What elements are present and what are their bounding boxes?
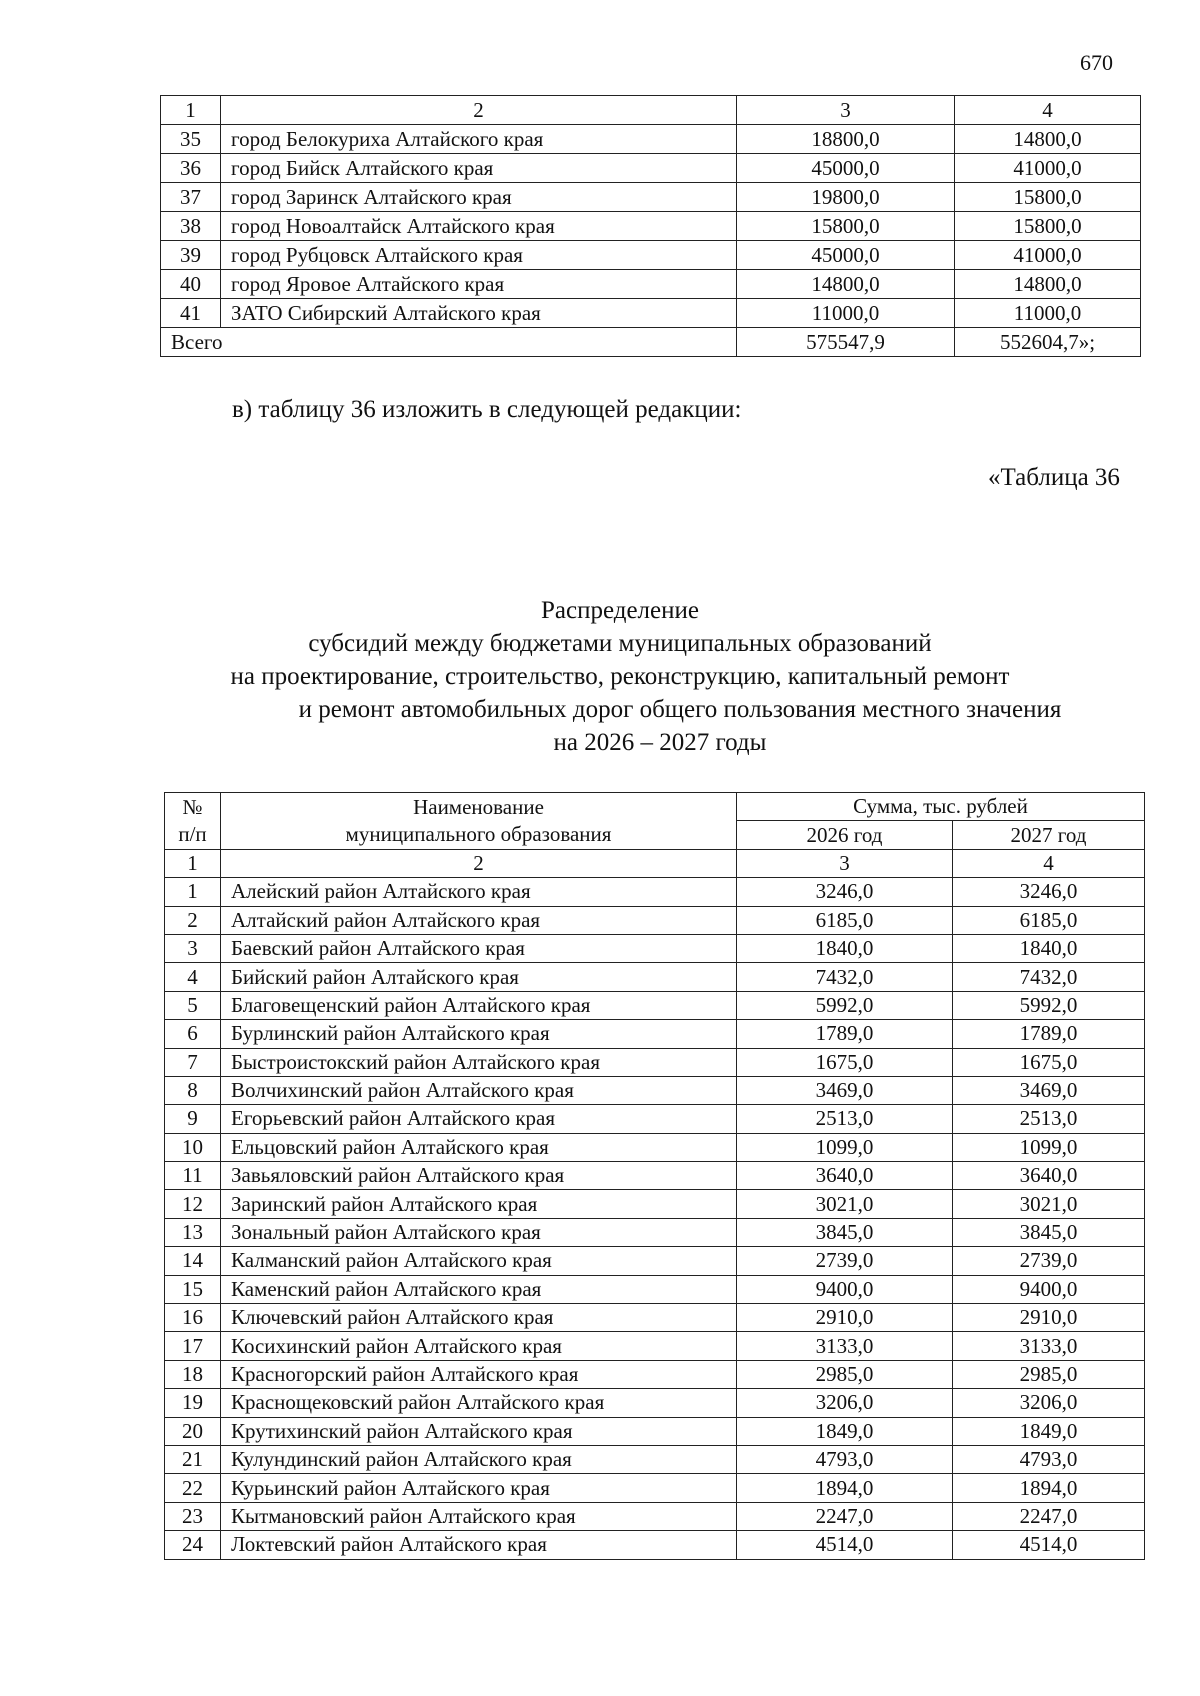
row-name: Волчихинский район Алтайского края — [221, 1076, 737, 1104]
header-name-line2: муниципального образования — [345, 821, 612, 846]
table-row — [165, 1531, 1145, 1559]
row-value-2026: 9400,0 — [737, 1275, 953, 1303]
row-value-2026: 2910,0 — [737, 1304, 953, 1332]
table-row — [165, 1389, 1145, 1417]
row-number: 13 — [165, 1218, 221, 1246]
row-number: 16 — [165, 1304, 221, 1332]
row-value-2027: 1894,0 — [953, 1474, 1145, 1502]
row-number: 11 — [165, 1162, 221, 1190]
row-number: 19 — [165, 1389, 221, 1417]
index-col4: 4 — [953, 849, 1145, 877]
row-name: Зональный район Алтайского края — [221, 1218, 737, 1246]
table-row — [165, 1304, 1145, 1332]
heading-line-2: субсидий между бюджетами муниципальных образований — [308, 630, 932, 657]
table-row — [165, 1417, 1145, 1445]
row-number: 39 — [161, 241, 221, 270]
row-number: 10 — [165, 1133, 221, 1161]
row-value-2026: 6185,0 — [737, 906, 953, 934]
prev-header-col2: 2 — [221, 96, 737, 125]
row-name: город Рубцовск Алтайского края — [221, 241, 737, 270]
table-row — [165, 1502, 1145, 1530]
header-num — [165, 793, 221, 850]
instruction-text: в) таблицу 36 изложить в следующей редакции: — [232, 396, 742, 423]
row-number: 24 — [165, 1531, 221, 1559]
row-value-2026: 1789,0 — [737, 1020, 953, 1048]
row-value-2027: 3640,0 — [953, 1162, 1145, 1190]
row-value-2027: 1099,0 — [953, 1133, 1145, 1161]
table-row — [165, 1048, 1145, 1076]
row-value-2026: 14800,0 — [737, 270, 955, 299]
row-value-2027: 4514,0 — [953, 1531, 1145, 1559]
row-number: 6 — [165, 1020, 221, 1048]
row-name: Завьяловский район Алтайского края — [221, 1162, 737, 1190]
row-value-2027: 11000,0 — [955, 299, 1141, 328]
row-value-2026: 1840,0 — [737, 934, 953, 962]
row-value-2027: 15800,0 — [955, 183, 1141, 212]
row-name: город Яровое Алтайского края — [221, 270, 737, 299]
main-index-row — [165, 849, 1145, 877]
row-value-2027: 4793,0 — [953, 1445, 1145, 1473]
row-name: город Новоалтайск Алтайского края — [221, 212, 737, 241]
row-number: 3 — [165, 934, 221, 962]
prev-table — [160, 95, 1141, 357]
row-value-2026: 45000,0 — [737, 154, 955, 183]
row-number: 35 — [161, 125, 221, 154]
row-number: 8 — [165, 1076, 221, 1104]
row-number: 20 — [165, 1417, 221, 1445]
table-row — [165, 1020, 1145, 1048]
table-row — [165, 1445, 1145, 1473]
row-value-2027: 15800,0 — [955, 212, 1141, 241]
index-col2: 2 — [221, 849, 737, 877]
row-value-2027: 41000,0 — [955, 154, 1141, 183]
prev-table-row — [161, 241, 1141, 270]
table-row — [165, 1133, 1145, 1161]
row-name: Красногорский район Алтайского края — [221, 1360, 737, 1388]
row-value-2027: 3021,0 — [953, 1190, 1145, 1218]
row-value-2026: 7432,0 — [737, 963, 953, 991]
row-value-2027: 5992,0 — [953, 991, 1145, 1019]
row-value-2026: 18800,0 — [737, 125, 955, 154]
row-name: город Бийск Алтайского края — [221, 154, 737, 183]
heading-line-3: на проектирование, строительство, реконструкцию, капитальный ремонт — [230, 663, 1010, 690]
row-name: Ключевский район Алтайского края — [221, 1304, 737, 1332]
table-row — [165, 991, 1145, 1019]
prev-header-col4: 4 — [955, 96, 1141, 125]
table-row — [165, 1105, 1145, 1133]
row-value-2027: 9400,0 — [953, 1275, 1145, 1303]
index-col1: 1 — [165, 849, 221, 877]
row-name: Алтайский район Алтайского края — [221, 906, 737, 934]
row-value-2026: 1894,0 — [737, 1474, 953, 1502]
header-name-line1: Наименование — [413, 794, 544, 819]
row-number: 9 — [165, 1105, 221, 1133]
row-value-2026: 3640,0 — [737, 1162, 953, 1190]
row-value-2027: 3206,0 — [953, 1389, 1145, 1417]
row-name: Краснощековский район Алтайского края — [221, 1389, 737, 1417]
row-name: Кулундинский район Алтайского края — [221, 1445, 737, 1473]
row-number: 1 — [165, 878, 221, 906]
row-value-2027: 1849,0 — [953, 1417, 1145, 1445]
row-value-2027: 1840,0 — [953, 934, 1145, 962]
row-name: Ельцовский район Алтайского края — [221, 1133, 737, 1161]
row-value-2026: 1849,0 — [737, 1417, 953, 1445]
prev-table-row — [161, 212, 1141, 241]
row-value-2027: 7432,0 — [953, 963, 1145, 991]
header-num-line1: № — [182, 794, 203, 819]
row-value-2027: 6185,0 — [953, 906, 1145, 934]
row-name: Заринский район Алтайского края — [221, 1190, 737, 1218]
heading-line-1: Распределение — [541, 597, 699, 624]
header-num-line2: п/п — [178, 821, 207, 846]
total-label: Всего — [161, 328, 737, 357]
row-number: 14 — [165, 1247, 221, 1275]
table-row — [165, 1474, 1145, 1502]
index-col3: 3 — [737, 849, 953, 877]
row-name: Благовещенский район Алтайского края — [221, 991, 737, 1019]
table-row — [165, 963, 1145, 991]
heading-line-5: на 2026 – 2027 годы — [553, 729, 767, 756]
table-row — [165, 1360, 1145, 1388]
row-value-2026: 15800,0 — [737, 212, 955, 241]
row-value-2026: 3246,0 — [737, 878, 953, 906]
row-name: город Заринск Алтайского края — [221, 183, 737, 212]
row-name: ЗАТО Сибирский Алтайского края — [221, 299, 737, 328]
row-name: Каменский район Алтайского края — [221, 1275, 737, 1303]
total-2026: 575547,9 — [737, 328, 955, 357]
table-row — [165, 878, 1145, 906]
row-value-2026: 4793,0 — [737, 1445, 953, 1473]
row-number: 15 — [165, 1275, 221, 1303]
row-number: 2 — [165, 906, 221, 934]
row-value-2026: 3021,0 — [737, 1190, 953, 1218]
row-value-2026: 2985,0 — [737, 1360, 953, 1388]
row-number: 40 — [161, 270, 221, 299]
prev-table-header-row — [161, 96, 1141, 125]
row-value-2027: 1675,0 — [953, 1048, 1145, 1076]
row-value-2027: 14800,0 — [955, 270, 1141, 299]
prev-table-row — [161, 183, 1141, 212]
row-value-2026: 2513,0 — [737, 1105, 953, 1133]
row-name: город Белокуриха Алтайского края — [221, 125, 737, 154]
prev-table-total-row — [161, 328, 1141, 357]
header-2027: 2027 год — [953, 821, 1145, 849]
row-value-2026: 3133,0 — [737, 1332, 953, 1360]
row-value-2026: 5992,0 — [737, 991, 953, 1019]
row-name: Бурлинский район Алтайского края — [221, 1020, 737, 1048]
prev-header-col3: 3 — [737, 96, 955, 125]
row-value-2027: 3133,0 — [953, 1332, 1145, 1360]
row-value-2026: 45000,0 — [737, 241, 955, 270]
row-name: Алейский район Алтайского края — [221, 878, 737, 906]
row-value-2027: 14800,0 — [955, 125, 1141, 154]
row-number: 22 — [165, 1474, 221, 1502]
row-name: Баевский район Алтайского края — [221, 934, 737, 962]
prev-table-row — [161, 125, 1141, 154]
row-value-2027: 41000,0 — [955, 241, 1141, 270]
row-value-2026: 3469,0 — [737, 1076, 953, 1104]
row-number: 4 — [165, 963, 221, 991]
row-value-2027: 2739,0 — [953, 1247, 1145, 1275]
main-table — [164, 792, 1145, 1560]
row-number: 17 — [165, 1332, 221, 1360]
table-row — [165, 906, 1145, 934]
row-value-2027: 2247,0 — [953, 1502, 1145, 1530]
row-name: Бийский район Алтайского края — [221, 963, 737, 991]
main-table-body — [165, 849, 1145, 1559]
table-row — [165, 1247, 1145, 1275]
table-row — [165, 1275, 1145, 1303]
row-value-2026: 1675,0 — [737, 1048, 953, 1076]
row-value-2026: 2247,0 — [737, 1502, 953, 1530]
row-number: 41 — [161, 299, 221, 328]
row-value-2026: 3206,0 — [737, 1389, 953, 1417]
prev-table-body — [161, 96, 1141, 328]
table-caption: «Таблица 36 — [988, 464, 1120, 491]
row-name: Крутихинский район Алтайского края — [221, 1417, 737, 1445]
row-value-2027: 1789,0 — [953, 1020, 1145, 1048]
prev-table-row — [161, 299, 1141, 328]
row-name: Калманский район Алтайского края — [221, 1247, 737, 1275]
row-number: 7 — [165, 1048, 221, 1076]
row-value-2026: 3845,0 — [737, 1218, 953, 1246]
table-row — [165, 1190, 1145, 1218]
row-number: 21 — [165, 1445, 221, 1473]
header-sum: Сумма, тыс. рублей — [737, 793, 1145, 821]
table-row — [165, 934, 1145, 962]
prev-table-row — [161, 270, 1141, 299]
row-name: Егорьевский район Алтайского края — [221, 1105, 737, 1133]
row-value-2026: 11000,0 — [737, 299, 955, 328]
main-header-row-1 — [165, 793, 1145, 821]
page-number: 670 — [1080, 50, 1113, 75]
prev-table-row — [161, 154, 1141, 183]
heading-line-4: и ремонт автомобильных дорог общего пользования местного значения — [298, 696, 1062, 723]
row-number: 38 — [161, 212, 221, 241]
row-value-2027: 3469,0 — [953, 1076, 1145, 1104]
row-value-2027: 2985,0 — [953, 1360, 1145, 1388]
prev-header-col1: 1 — [161, 96, 221, 125]
row-name: Быстроистокский район Алтайского края — [221, 1048, 737, 1076]
row-value-2026: 19800,0 — [737, 183, 955, 212]
header-2026: 2026 год — [737, 821, 953, 849]
row-value-2026: 2739,0 — [737, 1247, 953, 1275]
row-value-2027: 3246,0 — [953, 878, 1145, 906]
row-number: 23 — [165, 1502, 221, 1530]
table-row — [165, 1218, 1145, 1246]
row-number: 37 — [161, 183, 221, 212]
row-number: 5 — [165, 991, 221, 1019]
row-number: 36 — [161, 154, 221, 183]
row-value-2027: 2513,0 — [953, 1105, 1145, 1133]
table-row — [165, 1162, 1145, 1190]
row-name: Косихинский район Алтайского края — [221, 1332, 737, 1360]
row-value-2027: 3845,0 — [953, 1218, 1145, 1246]
row-number: 18 — [165, 1360, 221, 1388]
row-value-2027: 2910,0 — [953, 1304, 1145, 1332]
row-value-2026: 1099,0 — [737, 1133, 953, 1161]
row-number: 12 — [165, 1190, 221, 1218]
row-name: Локтевский район Алтайского края — [221, 1531, 737, 1559]
table-row — [165, 1076, 1145, 1104]
row-name: Кытмановский район Алтайского края — [221, 1502, 737, 1530]
row-name: Курьинский район Алтайского края — [221, 1474, 737, 1502]
table-row — [165, 1332, 1145, 1360]
header-name — [221, 793, 737, 850]
row-value-2026: 4514,0 — [737, 1531, 953, 1559]
total-2027: 552604,7»; — [955, 328, 1141, 357]
